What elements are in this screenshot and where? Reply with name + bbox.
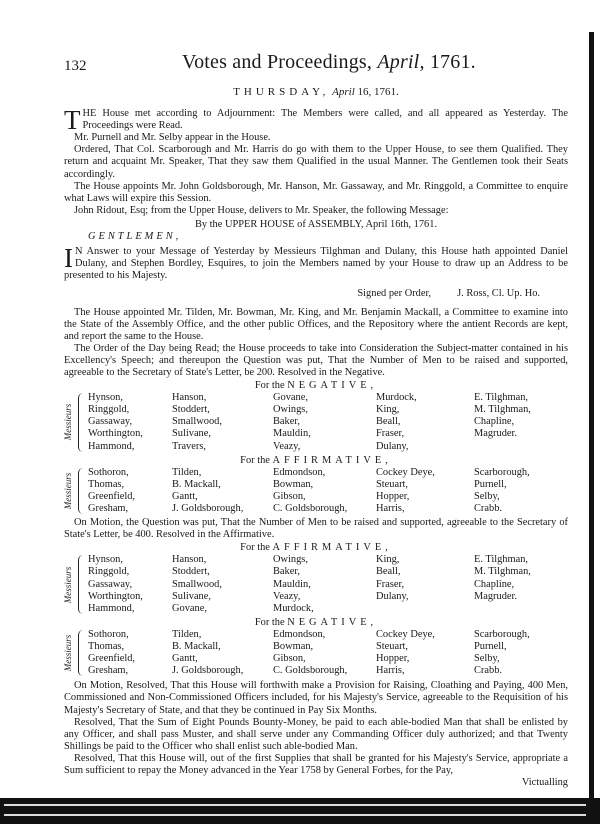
message-heading: By the UPPER HOUSE of ASSEMBLY, April 16th, 1761. bbox=[194, 218, 438, 230]
vote-row bbox=[88, 404, 568, 416]
member-name: Magruder. bbox=[474, 590, 517, 602]
member-name: Stoddert, bbox=[172, 566, 210, 578]
catchword: Victualling bbox=[521, 777, 568, 789]
messieurs-label: Messieurs bbox=[62, 566, 73, 603]
vote-row bbox=[88, 579, 568, 591]
member-name: Tilden, bbox=[172, 466, 202, 478]
member-name: B. Mackall, bbox=[172, 478, 221, 490]
member-name: Selby, bbox=[474, 490, 500, 502]
vote-row bbox=[88, 591, 568, 603]
member-name: Greenfield, bbox=[88, 490, 136, 502]
member-name: Harris, bbox=[376, 503, 405, 514]
day-heading: THURSDAY, April 16, 1761. bbox=[233, 86, 399, 98]
member-name: Hammond, bbox=[88, 602, 135, 614]
messieurs-label: Messieurs bbox=[62, 472, 73, 510]
member-name: Fraser, bbox=[376, 578, 405, 590]
scan-page-edge bbox=[589, 32, 594, 802]
member-name: J. Goldsborough, bbox=[172, 665, 244, 677]
member-name: Gantt, bbox=[172, 653, 198, 665]
member-name: Bowman, bbox=[273, 478, 314, 490]
member-name: Steuart, bbox=[376, 478, 409, 490]
drop-cap: I bbox=[64, 243, 73, 274]
vote-heading: For the NEGATIVE, bbox=[254, 380, 378, 392]
member-name: Owings, bbox=[273, 404, 308, 416]
member-name: Edmondson, bbox=[273, 466, 326, 478]
member-name: Purnell, bbox=[474, 641, 507, 653]
member-name: Smallwood, bbox=[172, 578, 222, 590]
vote-row bbox=[88, 491, 568, 503]
vote-list bbox=[64, 629, 568, 677]
member-name: M. Tilghman, bbox=[474, 566, 531, 578]
resolution-paragraph: On Motion, Resolved, That this House will forthwith make a Provision for Raising, Cloathing and Paying, 400 Men, Commissioned and Non-Commissioned Officers included, for his Majesty's Service, agreeable to the Requisition of his Majesty's Secretary of State, and that they be continued in Pay Six Months. bbox=[64, 680, 568, 716]
member-name: Crabb. bbox=[474, 503, 502, 514]
member-name: Hammond, bbox=[88, 440, 135, 452]
vote-row bbox=[88, 392, 568, 404]
member-name: Greenfield, bbox=[88, 653, 136, 665]
member-name: Crabb. bbox=[474, 665, 502, 677]
member-name: Smallwood, bbox=[172, 416, 222, 428]
member-name: Hanson, bbox=[172, 554, 207, 566]
member-name: Mauldin, bbox=[273, 578, 311, 590]
signature-line: Signed per Order, J. Ross, Cl. Up. Ho. bbox=[357, 288, 540, 300]
member-name: Murdock, bbox=[376, 392, 417, 404]
member-name: Stoddert, bbox=[172, 404, 210, 416]
member-name: Gibson, bbox=[273, 653, 306, 665]
messieurs-label: Messieurs bbox=[62, 404, 73, 441]
member-name: Gresham, bbox=[88, 503, 129, 514]
member-name: Ringgold, bbox=[88, 566, 130, 578]
member-name: Travers, bbox=[172, 440, 206, 452]
member-name: Beall, bbox=[376, 416, 401, 428]
member-name: Baker, bbox=[273, 416, 300, 428]
order-paragraph: The Order of the Day being Read; the House proceeds to take into Consideration the Subject-matter contained in his Excellency's Speech; and thereupon the Question was put, That the Number of Men to be raised and supported, agreeable to the Secretary of State's Letter, be 200. Resolved in the Negative. bbox=[64, 342, 568, 378]
member-name bbox=[474, 603, 564, 615]
member-name: Fraser, bbox=[376, 428, 405, 440]
member-name: Magruder. bbox=[474, 428, 517, 440]
member-name: C. Goldsborough, bbox=[273, 503, 348, 514]
member-name: Owings, bbox=[273, 554, 308, 566]
member-name: Sothoron, bbox=[88, 628, 129, 640]
member-name: Gantt, bbox=[172, 490, 198, 502]
member-name: E. Tilghman, bbox=[474, 392, 528, 404]
vote-row bbox=[88, 554, 568, 566]
member-name: Gibson, bbox=[273, 490, 306, 502]
opening-paragraph: THE House met according to Adjournment: The Members were called, and all appeared as Yesterday. The Proceedings were Read. bbox=[64, 105, 568, 136]
paragraph: The House appoints Mr. John Goldsborough, Mr. Hanson, Mr. Gassaway, and Mr. Ringgold, a Committee to enquire what Laws will expire this Session. bbox=[64, 180, 568, 204]
member-name: Edmondson, bbox=[273, 628, 326, 640]
vote-row bbox=[88, 428, 568, 440]
member-name: Tilden, bbox=[172, 628, 202, 640]
resolution-paragraph: Resolved, That this House will, out of the first Supplies that shall be granted for his Majesty's Service, appropriate a Sum sufficient to repay the Money advanced in the Year 1758 by General Forbes, for the Pay, bbox=[64, 752, 568, 776]
vote-list bbox=[64, 467, 568, 515]
vote-row bbox=[88, 479, 568, 491]
member-name: Worthington, bbox=[88, 590, 143, 602]
member-name: Veazy, bbox=[273, 440, 301, 452]
member-name: Dulany, bbox=[376, 440, 409, 452]
member-name: E. Tilghman, bbox=[474, 554, 528, 566]
member-name: Sothoron, bbox=[88, 466, 129, 478]
vote-row bbox=[88, 566, 568, 578]
vote-row bbox=[88, 503, 568, 515]
member-name: Gassaway, bbox=[88, 416, 133, 428]
vote-row bbox=[88, 641, 568, 653]
paragraph: John Ridout, Esq; from the Upper House, delivers to Mr. Speaker, the following Message: bbox=[74, 204, 449, 216]
salutation: GENTLEMEN, bbox=[88, 231, 182, 243]
member-name: Thomas, bbox=[88, 478, 125, 490]
vote-row bbox=[88, 467, 568, 479]
member-name: Baker, bbox=[273, 566, 300, 578]
vote-heading: For the NEGATIVE, bbox=[254, 616, 378, 628]
member-name: Sulivane, bbox=[172, 428, 211, 440]
member-name: Dulany, bbox=[376, 590, 409, 602]
member-name: C. Goldsborough, bbox=[273, 665, 348, 677]
member-name: Ringgold, bbox=[88, 404, 130, 416]
document-page bbox=[62, 51, 568, 789]
member-name: King, bbox=[376, 554, 400, 566]
scan-bottom-border bbox=[0, 798, 600, 824]
vote-heading: For the AFFIRMATIVE, bbox=[240, 542, 392, 554]
member-name: Scarborough, bbox=[474, 628, 530, 640]
member-name: Hanson, bbox=[172, 392, 207, 404]
member-name: Steuart, bbox=[376, 641, 409, 653]
page-title: Votes and Proceedings, April, 1761. bbox=[182, 51, 476, 73]
message-body: I N Answer to your Message of Yesterday by Messieurs Tilghman and Dulany, this House hath appointed Daniel Dulany, and Stephen Bordley, Esquires, to join the Members named by your House to draw up an Address to be presented to his Majesty. bbox=[64, 243, 568, 282]
vote-row bbox=[88, 653, 568, 665]
motion-paragraph: On Motion, the Question was put, That the Number of Men to be raised and supported, agreeable to the Secretary of State's Letter, be 400. Resolved in the Affirmative. bbox=[64, 517, 568, 541]
member-name: Thomas, bbox=[88, 641, 125, 653]
member-name: Selby, bbox=[474, 653, 500, 665]
member-name bbox=[376, 603, 474, 615]
member-name: Murdock, bbox=[273, 602, 314, 614]
member-name: Hopper, bbox=[376, 490, 410, 502]
brace bbox=[78, 393, 85, 451]
member-name: M. Tilghman, bbox=[474, 404, 531, 416]
vote-row bbox=[88, 629, 568, 641]
brace bbox=[78, 630, 85, 676]
member-name: Hynson, bbox=[88, 392, 123, 404]
vote-row bbox=[88, 441, 568, 453]
member-name: Hynson, bbox=[88, 554, 123, 566]
member-name: Worthington, bbox=[88, 428, 143, 440]
paragraph: Ordered, That Col. Scarborough and Mr. Harris do go with them to the Upper House, to see them Qualified. They return and acquaint Mr. Speaker, That they saw them Qualified in the usual Manner. The Gentlemen took their Seats accordingly. bbox=[64, 144, 568, 180]
member-name: Sulivane, bbox=[172, 590, 211, 602]
member-name: Cockey Deye, bbox=[376, 628, 435, 640]
member-name bbox=[474, 441, 564, 453]
brace bbox=[78, 555, 85, 613]
member-name: Bowman, bbox=[273, 641, 314, 653]
vote-list bbox=[64, 392, 568, 452]
member-name: Govane, bbox=[273, 392, 308, 404]
member-name: Harris, bbox=[376, 665, 405, 677]
drop-cap: T bbox=[64, 105, 81, 136]
member-name: Veazy, bbox=[273, 590, 301, 602]
page-header bbox=[64, 51, 568, 82]
member-name: Mauldin, bbox=[273, 428, 311, 440]
messieurs-label: Messieurs bbox=[62, 634, 73, 672]
member-name: Gresham, bbox=[88, 665, 129, 677]
brace bbox=[78, 468, 85, 514]
vote-row bbox=[88, 603, 568, 615]
member-name: B. Mackall, bbox=[172, 641, 221, 653]
member-name: Govane, bbox=[172, 602, 207, 614]
vote-list bbox=[64, 554, 568, 614]
member-name: Chapline, bbox=[474, 578, 515, 590]
member-name: Purnell, bbox=[474, 478, 507, 490]
member-name: Scarborough, bbox=[474, 466, 530, 478]
page-number: 132 bbox=[64, 58, 87, 74]
member-name: Beall, bbox=[376, 566, 401, 578]
vote-row bbox=[88, 416, 568, 428]
member-name: King, bbox=[376, 404, 400, 416]
member-name: Hopper, bbox=[376, 653, 410, 665]
paragraph: Mr. Purnell and Mr. Selby appear in the House. bbox=[74, 132, 271, 144]
resolution-paragraph: Resolved, That the Sum of Eight Pounds Bounty-Money, be paid to each able-bodied Man that shall be enlisted by any Officer, and shall pass Muster, and shall serve under any Commanding Officer duly authorized; and that Twenty Shillings be paid to the Officer who shall enlist such able-bodied Man. bbox=[64, 716, 568, 752]
vote-heading: For the AFFIRMATIVE, bbox=[240, 454, 392, 466]
member-name: Chapline, bbox=[474, 416, 515, 428]
member-name: Gassaway, bbox=[88, 578, 133, 590]
member-name: J. Goldsborough, bbox=[172, 503, 244, 514]
committee-paragraph: The House appointed Mr. Tilden, Mr. Bowman, Mr. King, and Mr. Benjamin Mackall, a Committee to examine into the State of the Assembly Office, and the other public Offices, and the Repository where the antient Records are kept, and report the same to the House. bbox=[64, 306, 568, 342]
member-name: Cockey Deye, bbox=[376, 466, 435, 478]
vote-row bbox=[88, 665, 568, 677]
